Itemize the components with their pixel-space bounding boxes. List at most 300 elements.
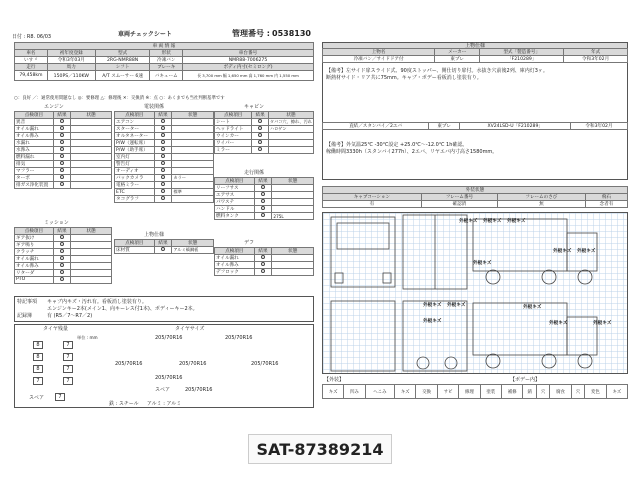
engine-note-0 [71, 119, 112, 126]
cabin-note-0: タバコ穴、擦れ、汚れ [269, 119, 312, 124]
result-mark [161, 189, 165, 193]
result-mark [161, 140, 165, 144]
table-row [115, 133, 214, 140]
wheel-legend: 鉄 : スチール アルミ : アルミ [109, 401, 182, 407]
legend-item-10: 穴 [536, 385, 549, 399]
engine-item-2: オイル滲み [15, 133, 54, 140]
cabin-col-0: 点検項目 [215, 112, 252, 119]
val-cab-caution: 有 [323, 201, 422, 208]
engine-note-5 [71, 154, 112, 161]
tire-unit: 単位 : mm [77, 335, 98, 340]
upper-table [114, 239, 214, 254]
legend-item-8: 補修 [502, 385, 523, 399]
mission-item-4: オイル滲み [15, 263, 54, 270]
val-body-name: 冷凍バン／サイドドア付 [323, 56, 435, 63]
table-row [215, 206, 314, 213]
table-row [215, 262, 314, 269]
chassis-note-4: 275L [272, 213, 314, 220]
result-mark [60, 242, 64, 246]
diff-col-1: 結果 [254, 248, 272, 255]
electric-title: 電装関係 [144, 104, 165, 110]
mission-item-0: ギア抜け [15, 235, 54, 242]
cabin-note-1: ハロゲン [268, 126, 313, 133]
mission-item-6: PTO [15, 277, 54, 284]
table-row [15, 242, 112, 249]
mission-title: ミッション [44, 220, 69, 226]
record-value: 有 (R5／7〜R7／2) [47, 313, 93, 319]
val-first-reg: 令和3年03月 [47, 57, 95, 64]
table-row [115, 189, 214, 196]
result-mark [161, 175, 165, 179]
damage-tag-5: 外板キズ [577, 249, 596, 254]
table-row [15, 161, 112, 168]
table-row [115, 196, 214, 203]
tire-size-label: タイヤサイズ [175, 326, 205, 332]
result-mark [261, 262, 265, 266]
damage-tag-6: 外板キズ [473, 261, 492, 266]
chassis-note-2 [272, 199, 314, 206]
legend-item-14: キズ [606, 385, 627, 399]
cabin-note-2 [268, 133, 313, 140]
table-row [15, 119, 112, 126]
mission-col-1: 結果 [53, 228, 70, 235]
table-row [15, 147, 112, 154]
cabin-item-2: ウインカー [215, 133, 252, 140]
table-row [215, 255, 314, 262]
result-mark [258, 147, 262, 151]
mission-item-5: リターダ [15, 270, 54, 277]
electric-item-11: タコグラフ [115, 196, 155, 203]
tire-size-3: 205/70R16 [179, 361, 207, 367]
mission-note-0 [71, 235, 112, 242]
tire-depth-0-1: 7 [63, 341, 73, 349]
result-mark [60, 277, 64, 281]
electric-note-2 [172, 133, 214, 140]
electric-note-1 [172, 126, 214, 133]
upper-note-0: アルミ縞鋼板 [172, 247, 214, 254]
tire-depth-1-1: 7 [63, 353, 73, 361]
mission-note-3 [71, 256, 112, 263]
val-brake: バキューム [150, 71, 183, 81]
diff-note-1 [272, 262, 314, 269]
chassis-table [214, 177, 314, 220]
table-row [15, 140, 112, 147]
legend-item-9: 錆 [523, 385, 536, 399]
appearance-title: 外装状態 [323, 187, 628, 194]
cabin-table [214, 111, 314, 154]
val-body-dim: 長 3,700 mm 幅 1,650 mm 高 1,760 mm 内 1,550 mm [183, 71, 314, 81]
col-cab-caution: キャブコーション [323, 194, 422, 201]
table-row [15, 249, 112, 256]
table-row [15, 263, 112, 270]
engine-item-0: 異音 [15, 119, 54, 126]
cabin-item-0: シート [215, 119, 252, 126]
electric-col-1: 結果 [154, 112, 172, 119]
spare-depth: 7 [55, 393, 65, 401]
legend-line: ○：良好 ／：通常使用問題なし ◎：要修理 △：修理後 ✕：交換済 ※：点 ○：あくまでも当社判断基準です [14, 96, 225, 101]
mgmt-label: 管理番号 : [232, 29, 270, 38]
val-shift: A/T スムーサー 6速 [95, 71, 150, 81]
spare-label: スペア [29, 395, 45, 401]
chassis-col-1: 結果 [254, 178, 272, 185]
result-mark [60, 140, 64, 144]
table-row [215, 185, 314, 192]
legend-item-13: 変色 [585, 385, 606, 399]
upper-spec-title: 上物仕様 [323, 43, 627, 49]
table-row [15, 277, 112, 284]
electric-item-6: 警告灯 [115, 161, 155, 168]
chassis-note-3 [272, 206, 314, 213]
result-mark [161, 168, 165, 172]
table-row [115, 140, 214, 147]
damage-tag-9: 外板キズ [423, 319, 442, 324]
engine-title: エンジン [44, 104, 64, 110]
engine-note-3 [71, 140, 112, 147]
legend-item-11: 腐食 [550, 385, 571, 399]
legend-item-5: サビ [437, 385, 458, 399]
stock-number-label: SAT-87389214 [248, 434, 392, 464]
damage-tag-11: 外板キズ [549, 321, 568, 326]
val-reefer-maker: 東プレ [429, 123, 460, 130]
tire-depth-0-0: 8 [33, 341, 43, 349]
val-chassis-no: NMR88-7006275 [183, 57, 314, 64]
result-mark [261, 269, 265, 273]
result-mark [261, 206, 265, 210]
engine-col-1: 結果 [53, 112, 70, 119]
damage-tag-1: 外板キズ [459, 219, 478, 224]
result-mark [258, 126, 262, 130]
table-row [115, 247, 214, 254]
result-mark [261, 185, 265, 189]
col-chassis-no: 車台番号 [183, 50, 314, 57]
electric-item-0: エアコン [115, 119, 155, 126]
chassis-col-0: 点検項目 [215, 178, 255, 185]
tire-depth-1-0: 8 [33, 353, 43, 361]
special-line-1: キャブ内キズ・汚れ有。看板消し塗装有り。 [47, 299, 147, 305]
val-stone-chip: 念者有 [585, 201, 627, 208]
legend-item-1: 凹み [344, 385, 365, 399]
table-row [115, 161, 214, 168]
cabin-note-3 [268, 140, 313, 147]
col-shift: シフト [95, 64, 150, 71]
col-maker: メーカー [435, 49, 480, 56]
cabin-item-1: ヘッドライト [215, 126, 252, 133]
truck-outline [323, 213, 629, 375]
tire-size-2: 205/70R16 [115, 361, 143, 367]
mission-note-5 [71, 270, 112, 277]
cabin-item-3: ワイパー [215, 140, 252, 147]
upper-spec-table-2 [322, 122, 628, 130]
val-serial: 「F210289」 [480, 56, 564, 63]
table-row [215, 192, 314, 199]
mission-col-2: 状態 [71, 228, 112, 235]
legend-title: 【外装】 [324, 377, 345, 383]
table-row [15, 235, 112, 242]
col-brake: ブレーキ [150, 64, 183, 71]
tire-depth-2-0: 8 [33, 365, 43, 373]
cabin-col-1: 結果 [252, 112, 268, 119]
engine-item-7: マフラー [15, 168, 54, 175]
electric-col-0: 点検項目 [115, 112, 155, 119]
result-mark [161, 196, 165, 200]
table-row [115, 154, 214, 161]
damage-tag-7: 外板キズ [423, 303, 442, 308]
table-row [215, 126, 314, 133]
mission-table [14, 227, 112, 284]
chassis-item-0: リーフサス [215, 185, 255, 192]
upper-col-0: 点検項目 [115, 240, 155, 247]
col-serial: 型式「製造番号」 [480, 49, 564, 56]
diff-col-0: 点検項目 [215, 248, 255, 255]
result-mark [258, 119, 262, 123]
cabin-col-2: 状態 [268, 112, 313, 119]
col-frame-rust: フレームのさび [498, 194, 586, 201]
chassis-item-3: ハンドル [215, 206, 255, 213]
engine-item-4: 水滲み [15, 147, 54, 154]
damage-tag-2: 外板キズ [483, 219, 502, 224]
cabin-item-4: ミラー [215, 147, 252, 154]
engine-note-2 [71, 133, 112, 140]
legend-table [322, 384, 628, 399]
engine-item-8: ターボ [15, 175, 54, 182]
col-first-reg: 初年度登録 [47, 50, 95, 57]
special-notes-box [14, 296, 314, 322]
legend-item-12: 穴 [571, 385, 584, 399]
electric-note-3 [172, 140, 214, 147]
table-row [15, 270, 112, 277]
result-mark [258, 140, 262, 144]
chassis-item-1: エアサス [215, 192, 255, 199]
mission-note-1 [71, 242, 112, 249]
chassis-item-2: パワステ [215, 199, 255, 206]
upper-title: 上物仕様 [144, 232, 165, 238]
result-mark [161, 119, 165, 123]
engine-item-3: 水漏れ [15, 140, 54, 147]
cabin-note-4 [268, 147, 313, 154]
diff-item-0: オイル漏れ [215, 255, 255, 262]
tire-section [14, 324, 314, 408]
table-row [115, 126, 214, 133]
chassis-col-2: 状態 [272, 178, 314, 185]
engine-note-8 [71, 175, 112, 182]
electric-item-7: オーディオ [115, 168, 155, 175]
result-mark [161, 126, 165, 130]
legend-title-2: 【ボデー内】 [510, 377, 541, 383]
table-row [215, 213, 314, 220]
damage-tag-12: 外板キズ [593, 321, 612, 326]
result-mark [60, 263, 64, 267]
chassis-note-0 [272, 185, 314, 192]
chassis-item-4: 燃料タンク [215, 213, 255, 220]
result-mark [60, 235, 64, 239]
col-body-dim: ボディ内寸(セミロング) [183, 64, 314, 71]
result-mark [161, 154, 165, 158]
mission-item-3: オイル漏れ [15, 256, 54, 263]
col-frame-no: フレーム番号 [421, 194, 497, 201]
result-mark [161, 147, 165, 151]
tire-size-1: 205/70R16 [225, 335, 253, 341]
electric-note-0 [172, 119, 214, 126]
damage-diagram [322, 212, 628, 374]
damage-tag-8: 外板キズ [447, 303, 466, 308]
chassis-title: 走行関係 [244, 170, 265, 176]
table-row [215, 140, 314, 147]
col-shape: 形状 [150, 50, 183, 57]
val-mileage: 79,458km [15, 71, 48, 81]
diff-title: デフ [244, 240, 255, 246]
table-row [15, 133, 112, 140]
upper-spec-table-1 [322, 48, 628, 63]
vehicle-section: 車 両 情 報 [15, 43, 314, 50]
special-line-2: エンジンキー2本(メイン1、向キーレス付1本)、ボディーキー2本。 [47, 306, 198, 312]
val-model: 2RG-NMR88N [95, 57, 150, 64]
table-row [115, 175, 214, 182]
col-body-name: 上物名 [323, 49, 435, 56]
engine-item-5: 燃料漏れ [15, 154, 54, 161]
engine-note-7 [71, 168, 112, 175]
engine-col-2: 状態 [71, 112, 112, 119]
mission-note-4 [71, 263, 112, 270]
mission-note-6 [71, 277, 112, 284]
result-mark [261, 255, 265, 259]
engine-item-6: 排気 [15, 161, 54, 168]
upper-item-0: 床材質 [115, 247, 155, 254]
val-frame-rust: 無 [498, 201, 586, 208]
electric-item-3: P/W（運転席） [115, 140, 155, 147]
val-year: 令和3年02月 [564, 56, 628, 63]
engine-note-6 [71, 161, 112, 168]
electric-item-4: P/W（助手席） [115, 147, 155, 154]
appearance-table [322, 186, 628, 208]
val-reefer-type: 直結／スタンバイ／2エバ [323, 123, 429, 130]
diff-item-1: オイル滲み [215, 262, 255, 269]
upper-note-4: 稼働時間3330h（スタンバイ277h）、2エバ、リヤエバ内寸高さ1580mm。 [326, 149, 498, 155]
tire-depth-3-0: 7 [33, 377, 43, 385]
legend-item-2: へこみ [365, 385, 394, 399]
mission-col-0: 点検項目 [15, 228, 54, 235]
result-mark [161, 133, 165, 137]
result-mark [261, 213, 265, 217]
table-row [15, 175, 112, 182]
table-row [215, 119, 314, 126]
legend-item-4: 交換 [416, 385, 437, 399]
legend-item-0: キズ [323, 385, 344, 399]
result-mark [60, 119, 64, 123]
val-maker: 東プレ [435, 56, 480, 63]
mission-item-1: ギア鳴り [15, 242, 54, 249]
mission-note-2 [71, 249, 112, 256]
table-row [15, 182, 112, 189]
spare-size-label: スペア [155, 387, 171, 393]
engine-note-9 [71, 182, 112, 189]
electric-item-2: オルタネーター [115, 133, 155, 140]
damage-tag-4: 外板キズ [553, 249, 572, 254]
diff-col-2: 状態 [272, 248, 314, 255]
result-mark [261, 192, 265, 196]
electric-item-8: バックカメラ [115, 175, 155, 182]
val-frame-no: 確認済 [421, 201, 497, 208]
upper-note-2: 断熱材サイド・リア共に75mm。キャブ・ボデー看板消し塗装有り。 [326, 75, 482, 81]
upper-col-2: 状態 [172, 240, 214, 247]
upper-note-3: 【備考】外気温25℃ -30℃設定 +25.0℃〜-12.0℃ 1h確認。 [326, 142, 468, 148]
electric-note-8: カラー [172, 175, 214, 182]
electric-note-10: 標準 [172, 189, 214, 196]
diff-note-0 [272, 255, 314, 262]
tire-label: タイヤ残量 [43, 326, 68, 332]
mission-item-2: クラッチ [15, 249, 54, 256]
result-mark [161, 182, 165, 186]
val-car-name: いすゞ [15, 57, 48, 64]
result-mark [60, 147, 64, 151]
legend-item-3: キズ [395, 385, 416, 399]
legend-item-7: 塗装 [480, 385, 501, 399]
electric-note-9 [172, 182, 214, 189]
col-car-name: 車名 [15, 50, 48, 57]
col-year: 年式 [564, 49, 628, 56]
sheet-title: 車両チェックシート [118, 31, 172, 38]
electric-table [114, 111, 214, 203]
record-label: 記録簿 [17, 313, 33, 319]
electric-note-6 [172, 161, 214, 168]
result-mark [60, 270, 64, 274]
electric-note-7 [172, 168, 214, 175]
electric-item-5: 室内灯 [115, 154, 155, 161]
result-mark [60, 154, 64, 158]
result-mark [60, 133, 64, 137]
electric-item-9: 電格ミラー [115, 182, 155, 189]
val-reefer-serial: XV24LSD-U「F210289」 [460, 123, 571, 130]
tire-size-4: 205/70R16 [251, 361, 279, 367]
result-mark [60, 256, 64, 260]
result-mark [261, 199, 265, 203]
table-row [15, 126, 112, 133]
col-mileage: 走行 [15, 64, 48, 71]
electric-item-10: ETC [115, 189, 155, 196]
tire-size-0: 205/70R16 [155, 335, 183, 341]
sheet-date: 日付 : R8. 06/03 [12, 34, 52, 40]
damage-tag-3: 外板キズ [507, 219, 526, 224]
table-row [215, 147, 314, 154]
diff-item-2: デフロック [215, 269, 255, 276]
result-mark [60, 126, 64, 130]
tire-depth-2-1: 7 [63, 365, 73, 373]
val-shape: 冷凍バン [150, 57, 183, 64]
result-mark [60, 249, 64, 253]
engine-note-4 [71, 147, 112, 154]
result-mark [258, 133, 262, 137]
electric-item-1: スターター [115, 126, 155, 133]
tire-size-5: 205/70R16 [155, 375, 183, 381]
engine-note-1 [71, 126, 112, 133]
result-mark [60, 182, 64, 186]
col-stone-chip: 飛石 [585, 194, 627, 201]
table-row [15, 154, 112, 161]
diff-note-2 [272, 269, 314, 276]
engine-item-9: 排ガス浄化装置 [15, 182, 54, 189]
table-row [215, 199, 314, 206]
engine-item-1: オイル漏れ [15, 126, 54, 133]
val-power: 150PS／110KW [47, 71, 95, 81]
table-row [15, 168, 112, 175]
upper-col-1: 結果 [154, 240, 172, 247]
spare-size: 205/70R16 [185, 387, 213, 393]
table-row [215, 133, 314, 140]
col-power: 馬力 [47, 64, 95, 71]
val-reefer-year: 令和3年02月 [571, 123, 628, 130]
vehicle-info-table [14, 42, 314, 81]
tire-depth-3-1: 7 [63, 377, 73, 385]
engine-table [14, 111, 112, 189]
